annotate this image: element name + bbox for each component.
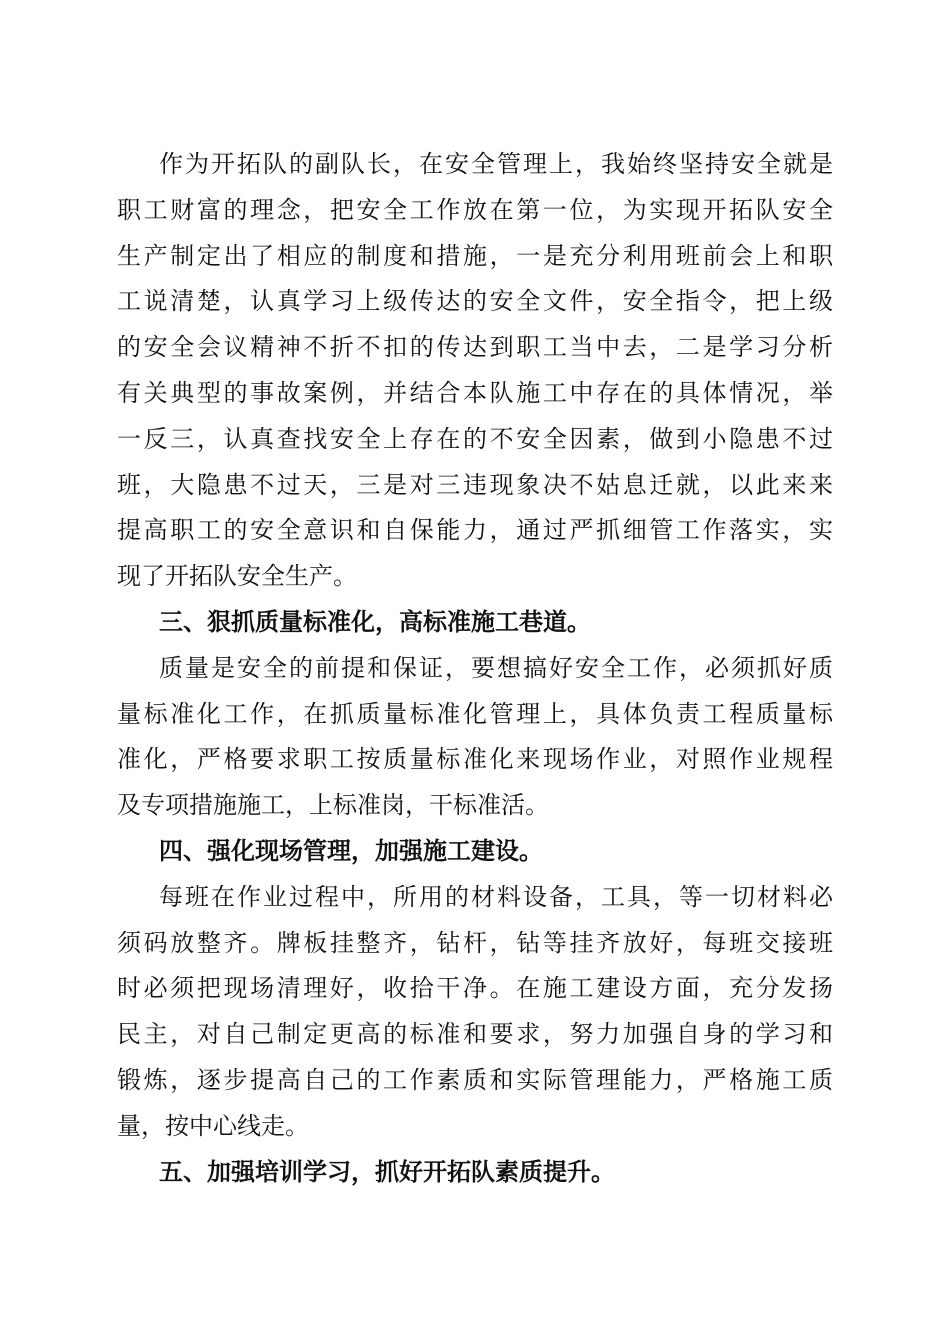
paragraph-site-management [117,875,833,1150]
text-line: 有关典型的事故案例，并结合本队施工中存在的具体情况，举 [117,378,833,407]
heading-text: 四、强化现场管理，加强施工建设。 [159,836,543,865]
section-heading-quality [117,600,833,646]
text-line: 的安全会议精神不折不扣的传达到职工当中去，二是学习分析 [117,333,833,362]
text-line: 班，大隐患不过天，三是对三违现象决不姑息迁就，以此来来 [117,470,833,499]
paragraph-quality-standard [117,646,833,829]
text-line: 须码放整齐。牌板挂整齐，钻杆，钻等挂齐放好，每班交接班 [117,928,833,957]
text-line: 量标准化工作，在抓质量标准化管理上，具体负责工程质量标 [117,699,833,728]
text-line: 一反三，认真查找安全上存在的不安全因素，做到小隐患不过 [117,424,833,453]
text-line: 准化，严格要求职工按质量标准化来现场作业，对照作业规程 [117,745,833,774]
text-line: 每班在作业过程中，所用的材料设备，工具，等一切材料必 [159,882,833,911]
text-line: 民主，对自己制定更高的标准和要求，努力加强自身的学习和 [117,1020,833,1049]
text-line: 工说清楚，认真学习上级传达的安全文件，安全指令，把上级 [117,287,833,316]
heading-text: 三、狠抓质量标准化，高标准施工巷道。 [159,607,591,636]
text-line: 量，按中心线走。 [117,1111,309,1140]
heading-text: 五、加强培训学习，抓好开拓队素质提升。 [159,1157,615,1186]
text-line: 作为开拓队的副队长，在安全管理上，我始终坚持安全就是 [159,150,833,178]
text-line: 职工财富的理念，把安全工作放在第一位，为实现开拓队安全 [117,195,833,224]
text-line: 锻炼，逐步提高自己的工作素质和实际管理能力，严格施工质 [117,1065,833,1094]
paragraph-safety-management [117,142,833,600]
text-line: 质量是安全的前提和保证，要想搞好安全工作，必须抓好质 [159,653,833,682]
document-body [117,142,833,1195]
text-line: 及专项措施施工，上标准岗，干标准活。 [117,791,549,820]
text-line: 现了开拓队安全生产。 [117,562,357,591]
text-line: 提高职工的安全意识和自保能力，通过严抓细管工作落实，实 [117,516,833,545]
text-line: 生产制定出了相应的制度和措施，一是充分利用班前会上和职 [117,241,833,270]
section-heading-site-management [117,829,833,875]
text-line: 时必须把现场清理好，收拾干净。在施工建设方面，充分发扬 [117,974,833,1003]
section-heading-training [117,1150,833,1196]
